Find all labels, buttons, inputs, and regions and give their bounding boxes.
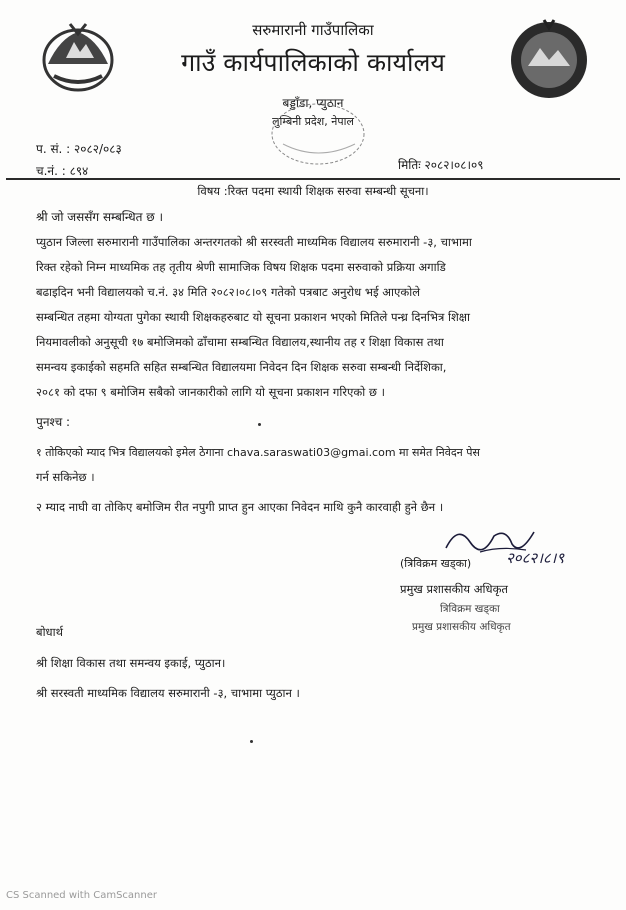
cc-item: श्री सरस्वती माध्यमिक विद्यालय सरुमारानी -३, चाभामा प्युठान । (36, 686, 300, 700)
salutation: श्री जो जससँग सम्बन्धित छ । (36, 210, 164, 224)
signatory-title: प्रमुख प्रशासकीय अधिकृत (400, 582, 508, 596)
municipality-name: सरुमारानी गाउँपालिका (252, 21, 374, 39)
handwritten-date: २०८२।८।९ (506, 549, 565, 567)
body-line: समन्वय इकाईको सहमति सहित सम्बन्धित विद्यालयमा निवेदन दिन शिक्षक सरुवा सम्बन्धी निर्देशिका, (36, 360, 447, 374)
postscript-item-1-cont: गर्न सकिनेछ । (36, 470, 95, 484)
body-line: नियमावलीको अनुसूची १७ बमोजिमको ढाँचामा सम्बन्धित विद्यालय,स्थानीय तह र शिक्षा विकास तथा (36, 335, 444, 349)
body-line: सम्बन्धित तहमा योग्यता पुगेका स्थायी शिक्षकहरुबाट यो सूचना प्रकाशन भएको मितिले पन्ध्र दिनभित्र शिक्षा (36, 310, 470, 324)
reference-number: प. सं. : २०८२/०८३ (36, 142, 122, 156)
body-line: प्युठान जिल्ला सरुमारानी गाउँपालिका अन्तरगतको श्री सरस्वती माध्यमिक विद्यालय सरुमारानी -३, चाभामा (36, 235, 472, 249)
stamp-name: त्रिविक्रम खड्का (440, 603, 500, 615)
stamp-title: प्रमुख प्रशासकीय अधिकृत (412, 621, 511, 633)
header-divider (6, 178, 620, 180)
body-line: २०८१ को दफा ९ बमोजिम सबैको जानकारीको लागि यो सूचना प्रकाशन गरिएको छ । (36, 385, 385, 399)
office-place: बड्डाँडा, प्युठान (282, 96, 344, 110)
office-title: गाउँ कार्यपालिकाको कार्यालय (181, 48, 445, 77)
cc-item: श्री शिक्षा विकास तथा समन्वय इकाई, प्युठान। (36, 656, 226, 670)
postscript-item-1: १ तोकिएको म्याद भित्र विद्यालयको इमेल ठेगाना chava.saraswati03@gmai.com मा समेत निवेदन पेस (36, 446, 480, 459)
body-line: रिक्त रहेको निम्न माध्यमिक तह तृतीय श्रेणी सामाजिक विषय शिक्षक पदमा सरुवाको प्रक्रिया अगाडि (36, 260, 446, 274)
scanner-watermark: CS Scanned with CamScanner (6, 890, 157, 901)
dispatch-number: च.नं. : ८९४ (36, 164, 89, 178)
signatory-name: (त्रिविक्रम खड्का) (400, 557, 472, 570)
scan-speck (250, 740, 253, 743)
postscript-item-2: २ म्याद नाघी वा तोकिए बमोजिम रीत नपुगी प्राप्त हुन आएका निवेदन माथि कुनै कारवाही हुने छैन । (36, 500, 444, 514)
notice-date: मितिः २०८२।०८।०९ (398, 158, 484, 172)
office-stamp (263, 92, 373, 172)
office-province: लुम्बिनी प्रदेश, नेपाल (272, 115, 354, 128)
body-line: बढाइदिन भनी विद्यालयको च.नं. ३४ मिति २०८२।०८।०९ गतेको पत्रबाट अनुरोध भई आएकोले (36, 285, 420, 299)
scan-speck (258, 423, 261, 426)
notice-subject: विषय :रिक्त पदमा स्थायी शिक्षक सरुवा सम्बन्धी सूचना। (197, 184, 429, 198)
cc-label: बोधार्थ (36, 625, 63, 639)
postscript-label: पुनश्च : (36, 415, 71, 429)
